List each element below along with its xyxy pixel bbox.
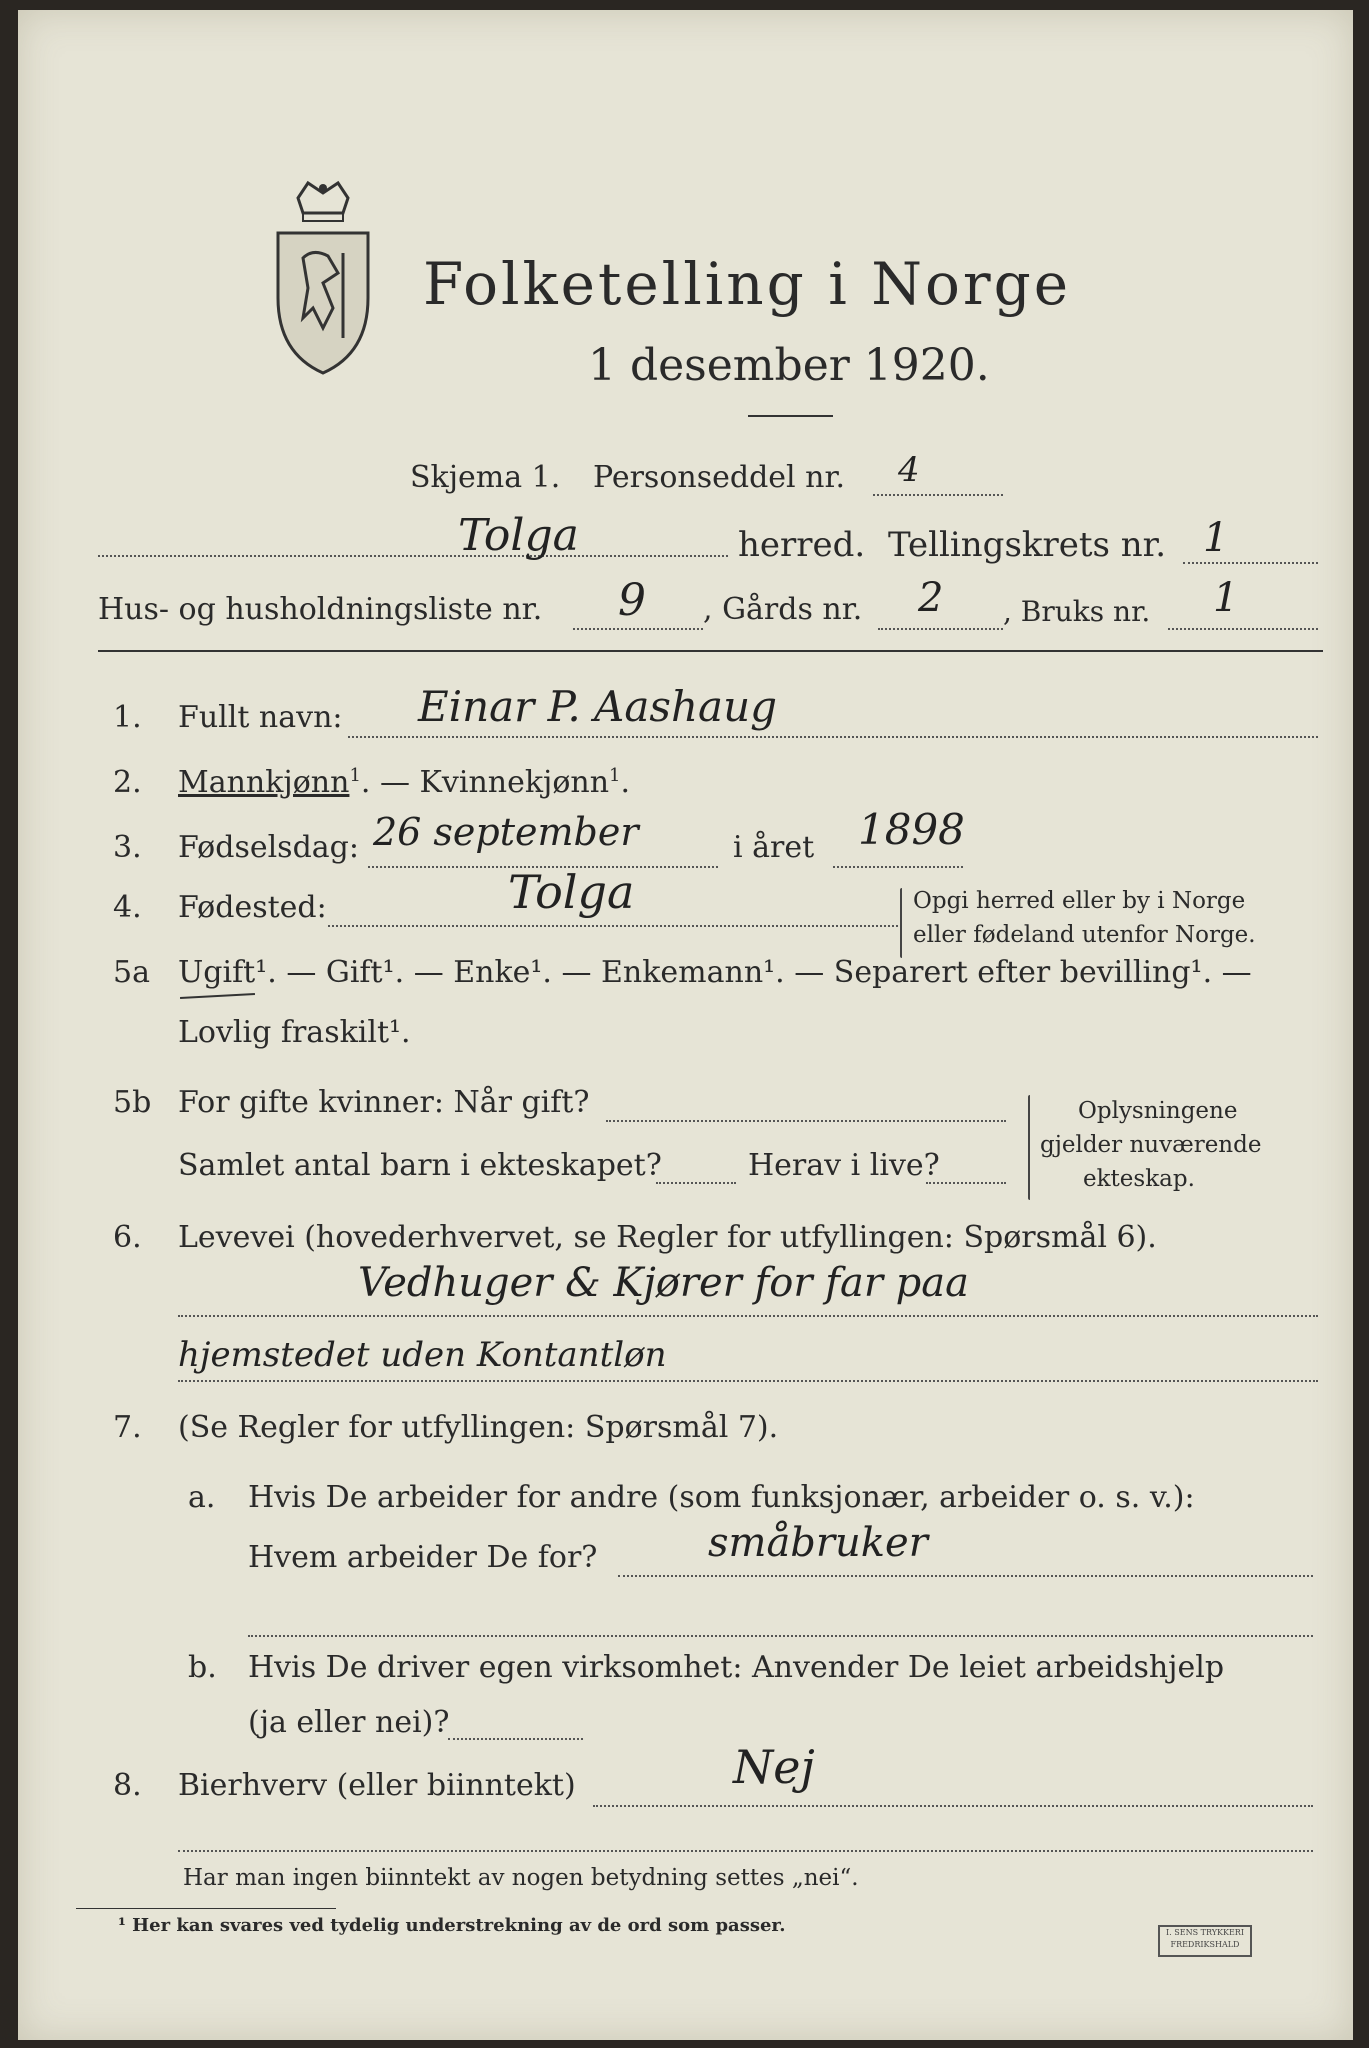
q5b-note-line3: ekteskap. [1083,1166,1195,1192]
q2-footnote-mark-2: 1 [609,765,621,786]
herred-label: herred. [738,525,866,565]
form-title: Folketelling i Norge [423,250,1072,318]
gards-value: 2 [918,575,944,621]
q7-label: (Se Regler for utfyllingen: Spørsmål 7). [178,1410,779,1445]
q7a-number: a. [188,1480,216,1515]
q1-full-name-value: Einar P. Aashaug [418,682,778,731]
q1-number: 1. [113,700,142,735]
q7-number: 7. [113,1410,142,1445]
q4-note-line1: Opgi herred eller by i Norge [913,888,1246,914]
bruks-label: , Bruks nr. [1003,595,1151,628]
q4-birthplace-value: Tolga [508,865,635,919]
q5a-line2: Lovlig fraskilt¹. [178,1015,411,1050]
q5a-number: 5a [113,955,150,990]
q2-male-option: Mannkjønn [178,765,350,800]
printer-stamp [1158,1925,1252,1957]
printer-stamp-line2: FREDRIKSHALD [1170,1940,1240,1949]
bruks-value: 1 [1213,575,1239,621]
q5b-line2b: Herav i live? [748,1148,940,1183]
hus-value: 9 [618,575,646,626]
q4-note-line2: eller fødeland utenfor Norge. [913,922,1256,948]
q7b-number: b. [188,1650,217,1685]
tellingskrets-label: Tellingskrets nr. [888,525,1167,565]
q7a-line1: Hvis De arbeider for andre (som funksjonær, arbeider o. s. v.): [248,1480,1195,1515]
q2-female-option: Kvinnekjønn [419,765,610,800]
form-date: 1 desember 1920. [588,340,990,391]
q7a-line2: Hvem arbeider De for? [248,1540,598,1575]
tellingskrets-value: 1 [1203,515,1229,561]
q4-label: Fødested: [178,890,327,925]
q3-year-label: i året [733,830,815,865]
bottom-note: Har man ingen biinntekt av nogen betydning settes „nei“. [183,1865,859,1891]
q8-number: 8. [113,1768,142,1803]
q5b-number: 5b [113,1085,152,1120]
personseddel-value: 4 [898,450,920,490]
q8-label: Bierhverv (eller biinntekt) [178,1768,576,1803]
norwegian-coat-of-arms-icon [268,178,378,378]
hus-label: Hus- og husholdningsliste nr. [98,592,543,627]
q2-footnote-mark-1: 1 [349,765,361,786]
q3-birthday-value: 26 september [373,810,639,854]
q3-year-value: 1898 [858,805,965,854]
q8-value: Nej [733,1740,815,1794]
q3-label: Fødselsdag: [178,830,359,865]
q2-gender-options [178,765,630,800]
schema-label: Skjema 1. [410,460,561,495]
q2-end: . [620,765,631,800]
q6-label: Levevei (hovederhvervet, se Regler for utfyllingen: Spørsmål 6). [178,1220,1157,1255]
q5b-line1: For gifte kvinner: Når gift? [178,1085,590,1120]
q7b-line1: Hvis De driver egen virksomhet: Anvender De leiet arbeidshjelp [248,1650,1225,1685]
q5b-line2: Samlet antal barn i ekteskapet? [178,1148,662,1183]
q5b-note-line2: gjelder nuværende [1040,1132,1262,1158]
q6-value-line2: hjemstedet uden Kontantløn [178,1335,667,1375]
printer-stamp-line1: I. SENS TRYKKERI [1166,1928,1244,1937]
personseddel-label: Personseddel nr. [593,460,846,495]
q6-number: 6. [113,1220,142,1255]
q5a-marital-options: Ugift¹. — Gift¹. — Enke¹. — Enkemann¹. — Separert efter bevilling¹. — [178,955,1252,990]
q7b-line2: (ja eller nei)? [248,1705,450,1740]
herred-value: Tolga [458,510,579,561]
q2-separator: . — [360,765,420,800]
q1-label: Fullt navn: [178,700,343,735]
q4-number: 4. [113,890,142,925]
q7a-employer-value: småbruker [708,1520,928,1566]
gards-label: , Gårds nr. [703,592,863,627]
q6-value-line1: Vedhuger & Kjører for far paa [358,1260,969,1306]
q3-number: 3. [113,830,142,865]
footnote: ¹ Her kan svares ved tydelig understrekning av de ord som passer. [118,1915,786,1936]
q5b-note-line1: Oplysningene [1078,1098,1238,1124]
q2-number: 2. [113,765,142,800]
census-form-page [18,10,1353,2040]
